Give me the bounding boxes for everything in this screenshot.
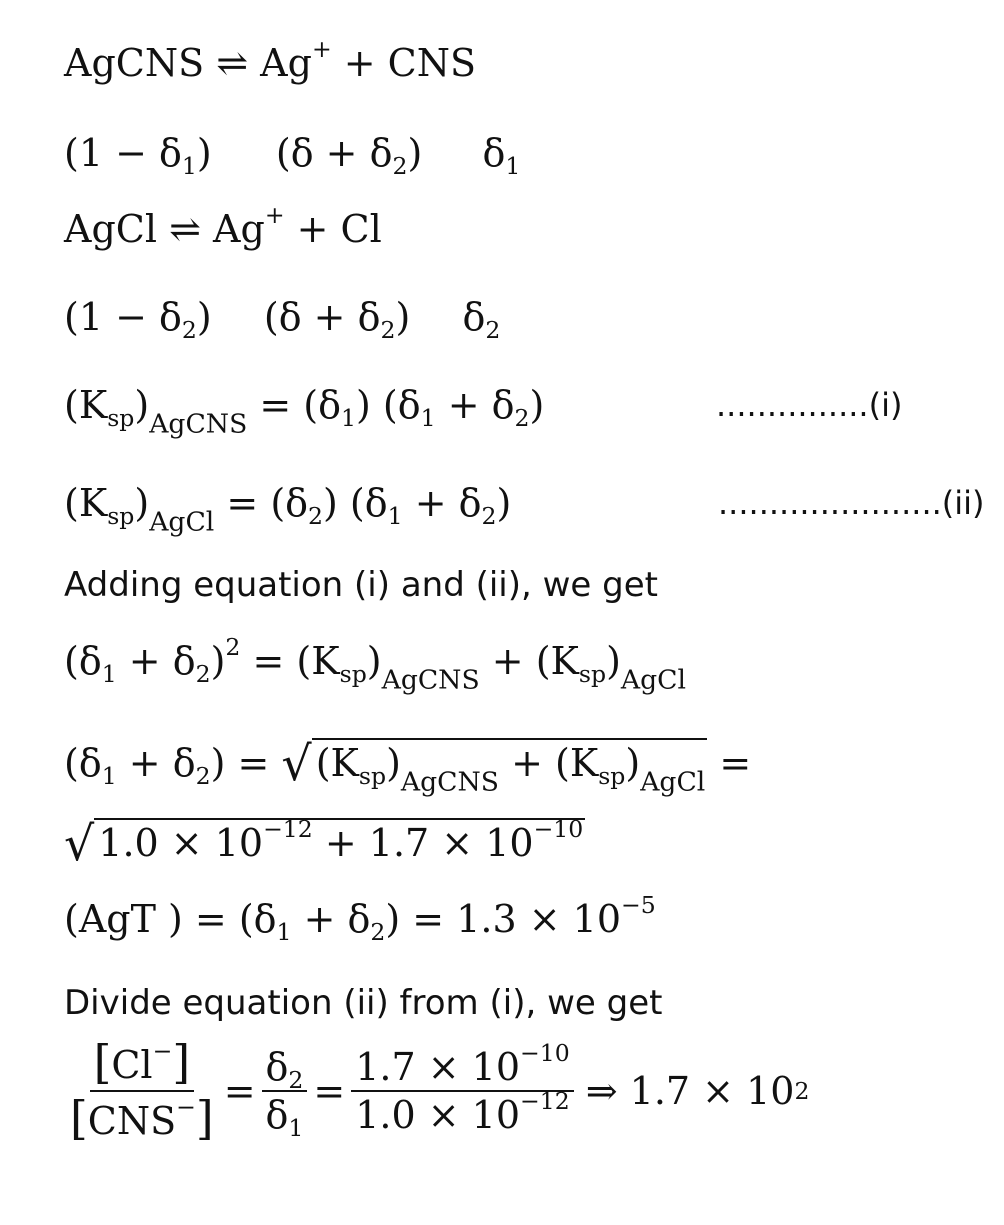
- concentrations-agcl: $(1 - \delta_2)$ $(\delta + \delta_2)$ $\delta_2$: [64, 295, 501, 345]
- equation-tag-i: ...............(i): [716, 386, 903, 424]
- ksp-agcns-equation: $(K_{sp})_{AgCNS} = (\delta_1) (\delta_1 + \delta_2)$: [64, 383, 545, 440]
- square-root: √ $(K_{sp})_{AgCNS} + (K_{sp})_{AgCl}$: [281, 736, 706, 798]
- ratio-equation: $\frac{[Cl^-]}{[CNS^-]}$ = $\frac{\delta_2}{\delta_1}$ = $\frac{1.7 \times 10^{-10}}{1.0 \times 10^{-12}}$ ⇒ 1.7 × 10 2: [60, 1040, 809, 1141]
- ksp-agcl-equation: $(K_{sp})_{AgCl} = (\delta_2) (\delta_1 + \delta_2)$: [64, 481, 512, 538]
- square-root: √ $1.0 \times 10^{-12} + 1.7 \times 10^{-10}$: [64, 815, 584, 872]
- text-divide-equations: Divide equation (ii) from (i), we get: [64, 983, 663, 1023]
- square-root-values: [64, 815, 585, 872]
- agt-result: (AgT ) = $(\delta_1 + \delta_2) = 1.3 \times 10^{-5}$: [64, 891, 656, 947]
- equilibrium-agcns: AgCNS ⇌ Ag+ + CNS: [64, 35, 477, 85]
- text-adding-equations: Adding equation (i) and (ii), we get: [64, 565, 658, 605]
- fraction-delta-ratio: $\frac{\delta_2}{\delta_1}$: [262, 1048, 308, 1134]
- equation-tag-ii: ......................(ii): [718, 484, 985, 522]
- fraction-numeric-ratio: $\frac{1.7 \times 10^{-10}}{1.0 \times 10^{-12}}$: [351, 1048, 574, 1134]
- sum-squared-equation: $(\delta_1 + \delta_2)^2 = (K_{sp})_{AgCNS} + (K_{sp})_{AgCl}$: [64, 633, 687, 696]
- concentrations-agcns: $(1 - \delta_1)$ $(\delta + \delta_2)$ $\delta_1$: [64, 131, 521, 181]
- square-root-equation: $(\delta_1 + \delta_2)$ = √ $(K_{sp})_{AgCNS} + (K_{sp})_{AgCl}$ =: [64, 736, 752, 798]
- equilibrium-agcl: AgCl ⇌ Ag+ + Cl: [64, 201, 382, 251]
- fraction-ion-ratio: $\frac{[Cl^-]}{[CNS^-]}$: [70, 1036, 214, 1145]
